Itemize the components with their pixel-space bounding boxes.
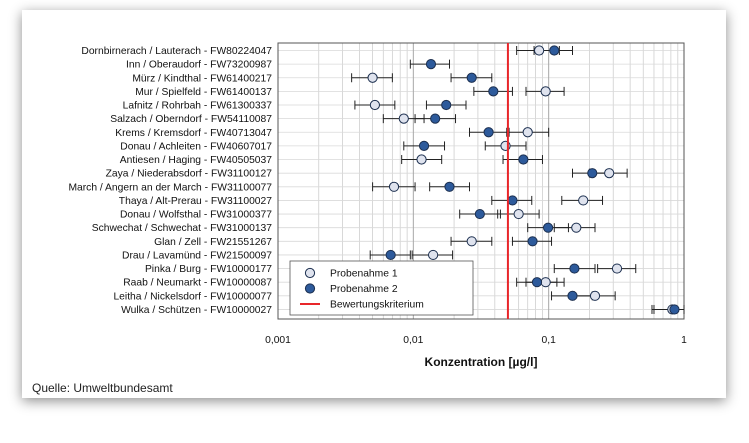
category-label: Mur / Spielfeld - FW61400137 bbox=[135, 86, 272, 98]
data-point-probe2 bbox=[442, 100, 451, 109]
data-point-probe2 bbox=[484, 128, 493, 137]
category-label: Salzach / Oberndorf - FW54110087 bbox=[110, 114, 272, 126]
chart-card bbox=[22, 10, 726, 398]
category-label: Donau / Achleiten - FW40607017 bbox=[120, 141, 272, 153]
data-point-probe1 bbox=[605, 169, 614, 178]
x-tick-label: 0,001 bbox=[265, 335, 291, 346]
category-label: Donau / Wolfsthal - FW31000377 bbox=[119, 209, 272, 221]
data-point-probe1 bbox=[389, 182, 398, 191]
x-tick-label: 0,01 bbox=[403, 335, 424, 346]
legend-label: Bewertungskriterium bbox=[330, 299, 424, 311]
data-point-probe1 bbox=[541, 278, 550, 287]
data-point-probe1 bbox=[579, 196, 588, 205]
data-point-probe1 bbox=[368, 73, 377, 82]
category-label: Krems / Kremsdorf - FW40713047 bbox=[115, 127, 272, 139]
x-tick-label: 0,1 bbox=[541, 335, 556, 346]
data-point-probe1 bbox=[429, 250, 438, 259]
category-label: Inn / Oberaudorf - FW73200987 bbox=[126, 59, 272, 71]
x-tick-label: 1 bbox=[681, 335, 687, 346]
data-point-probe2 bbox=[508, 196, 517, 205]
data-point-probe2 bbox=[489, 87, 498, 96]
category-label: Antiesen / Haging - FW40505037 bbox=[119, 155, 272, 167]
category-label: March / Angern an der March - FW31100077 bbox=[68, 182, 272, 194]
scatter-chart bbox=[22, 10, 726, 398]
legend-marker bbox=[305, 268, 314, 277]
data-point-probe2 bbox=[475, 209, 484, 218]
data-point-probe2 bbox=[568, 291, 577, 300]
data-point-probe2 bbox=[550, 46, 559, 55]
data-point-probe1 bbox=[399, 114, 408, 123]
data-point-probe2 bbox=[528, 237, 537, 246]
data-point-probe1 bbox=[572, 223, 581, 232]
data-point-probe1 bbox=[370, 100, 379, 109]
category-label: Drau / Lavamünd - FW21500097 bbox=[122, 250, 272, 262]
data-point-probe1 bbox=[541, 87, 550, 96]
category-label: Wulka / Schützen - FW10000027 bbox=[121, 304, 272, 316]
data-point-probe2 bbox=[532, 278, 541, 287]
category-label: Glan / Zell - FW21551267 bbox=[154, 236, 272, 248]
data-point-probe2 bbox=[419, 141, 428, 150]
legend-marker bbox=[305, 284, 314, 293]
data-point-probe2 bbox=[467, 73, 476, 82]
data-point-probe1 bbox=[514, 209, 523, 218]
data-point-probe1 bbox=[612, 264, 621, 273]
category-label: Zaya / Niederabsdorf - FW31100127 bbox=[105, 168, 272, 180]
category-label: Raab / Neumarkt - FW10000087 bbox=[123, 277, 272, 289]
data-point-probe2 bbox=[570, 264, 579, 273]
data-point-probe1 bbox=[467, 237, 476, 246]
category-label: Mürz / Kindthal - FW61400217 bbox=[132, 73, 272, 85]
category-label: Dornbirnerach / Lauterach - FW80224047 bbox=[81, 45, 272, 57]
data-point-probe1 bbox=[523, 128, 532, 137]
source-note: Quelle: Umweltbundesamt bbox=[32, 381, 173, 395]
category-label: Pinka / Burg - FW10000177 bbox=[144, 264, 272, 276]
data-point-probe1 bbox=[535, 46, 544, 55]
data-point-probe2 bbox=[445, 182, 454, 191]
data-point-probe1 bbox=[590, 291, 599, 300]
data-point-probe2 bbox=[426, 60, 435, 69]
data-point-probe2 bbox=[431, 114, 440, 123]
category-label: Lafnitz / Rohrbah - FW61300337 bbox=[122, 100, 272, 112]
data-point-probe1 bbox=[417, 155, 426, 164]
x-axis-label: Konzentration [µg/l] bbox=[424, 355, 538, 369]
data-point-probe2 bbox=[543, 223, 552, 232]
legend-label: Probenahme 1 bbox=[330, 268, 398, 280]
legend-label: Probenahme 2 bbox=[330, 284, 398, 295]
data-point-probe2 bbox=[519, 155, 528, 164]
data-point-probe2 bbox=[386, 250, 395, 259]
data-point-probe2 bbox=[588, 169, 597, 178]
category-label: Leitha / Nickelsdorf - FW10000077 bbox=[113, 291, 272, 303]
category-label: Thaya / Alt-Prerau - FW31100027 bbox=[118, 195, 272, 207]
category-label: Schwechat / Schwechat - FW31000137 bbox=[91, 223, 272, 235]
data-point-probe2 bbox=[670, 305, 679, 314]
